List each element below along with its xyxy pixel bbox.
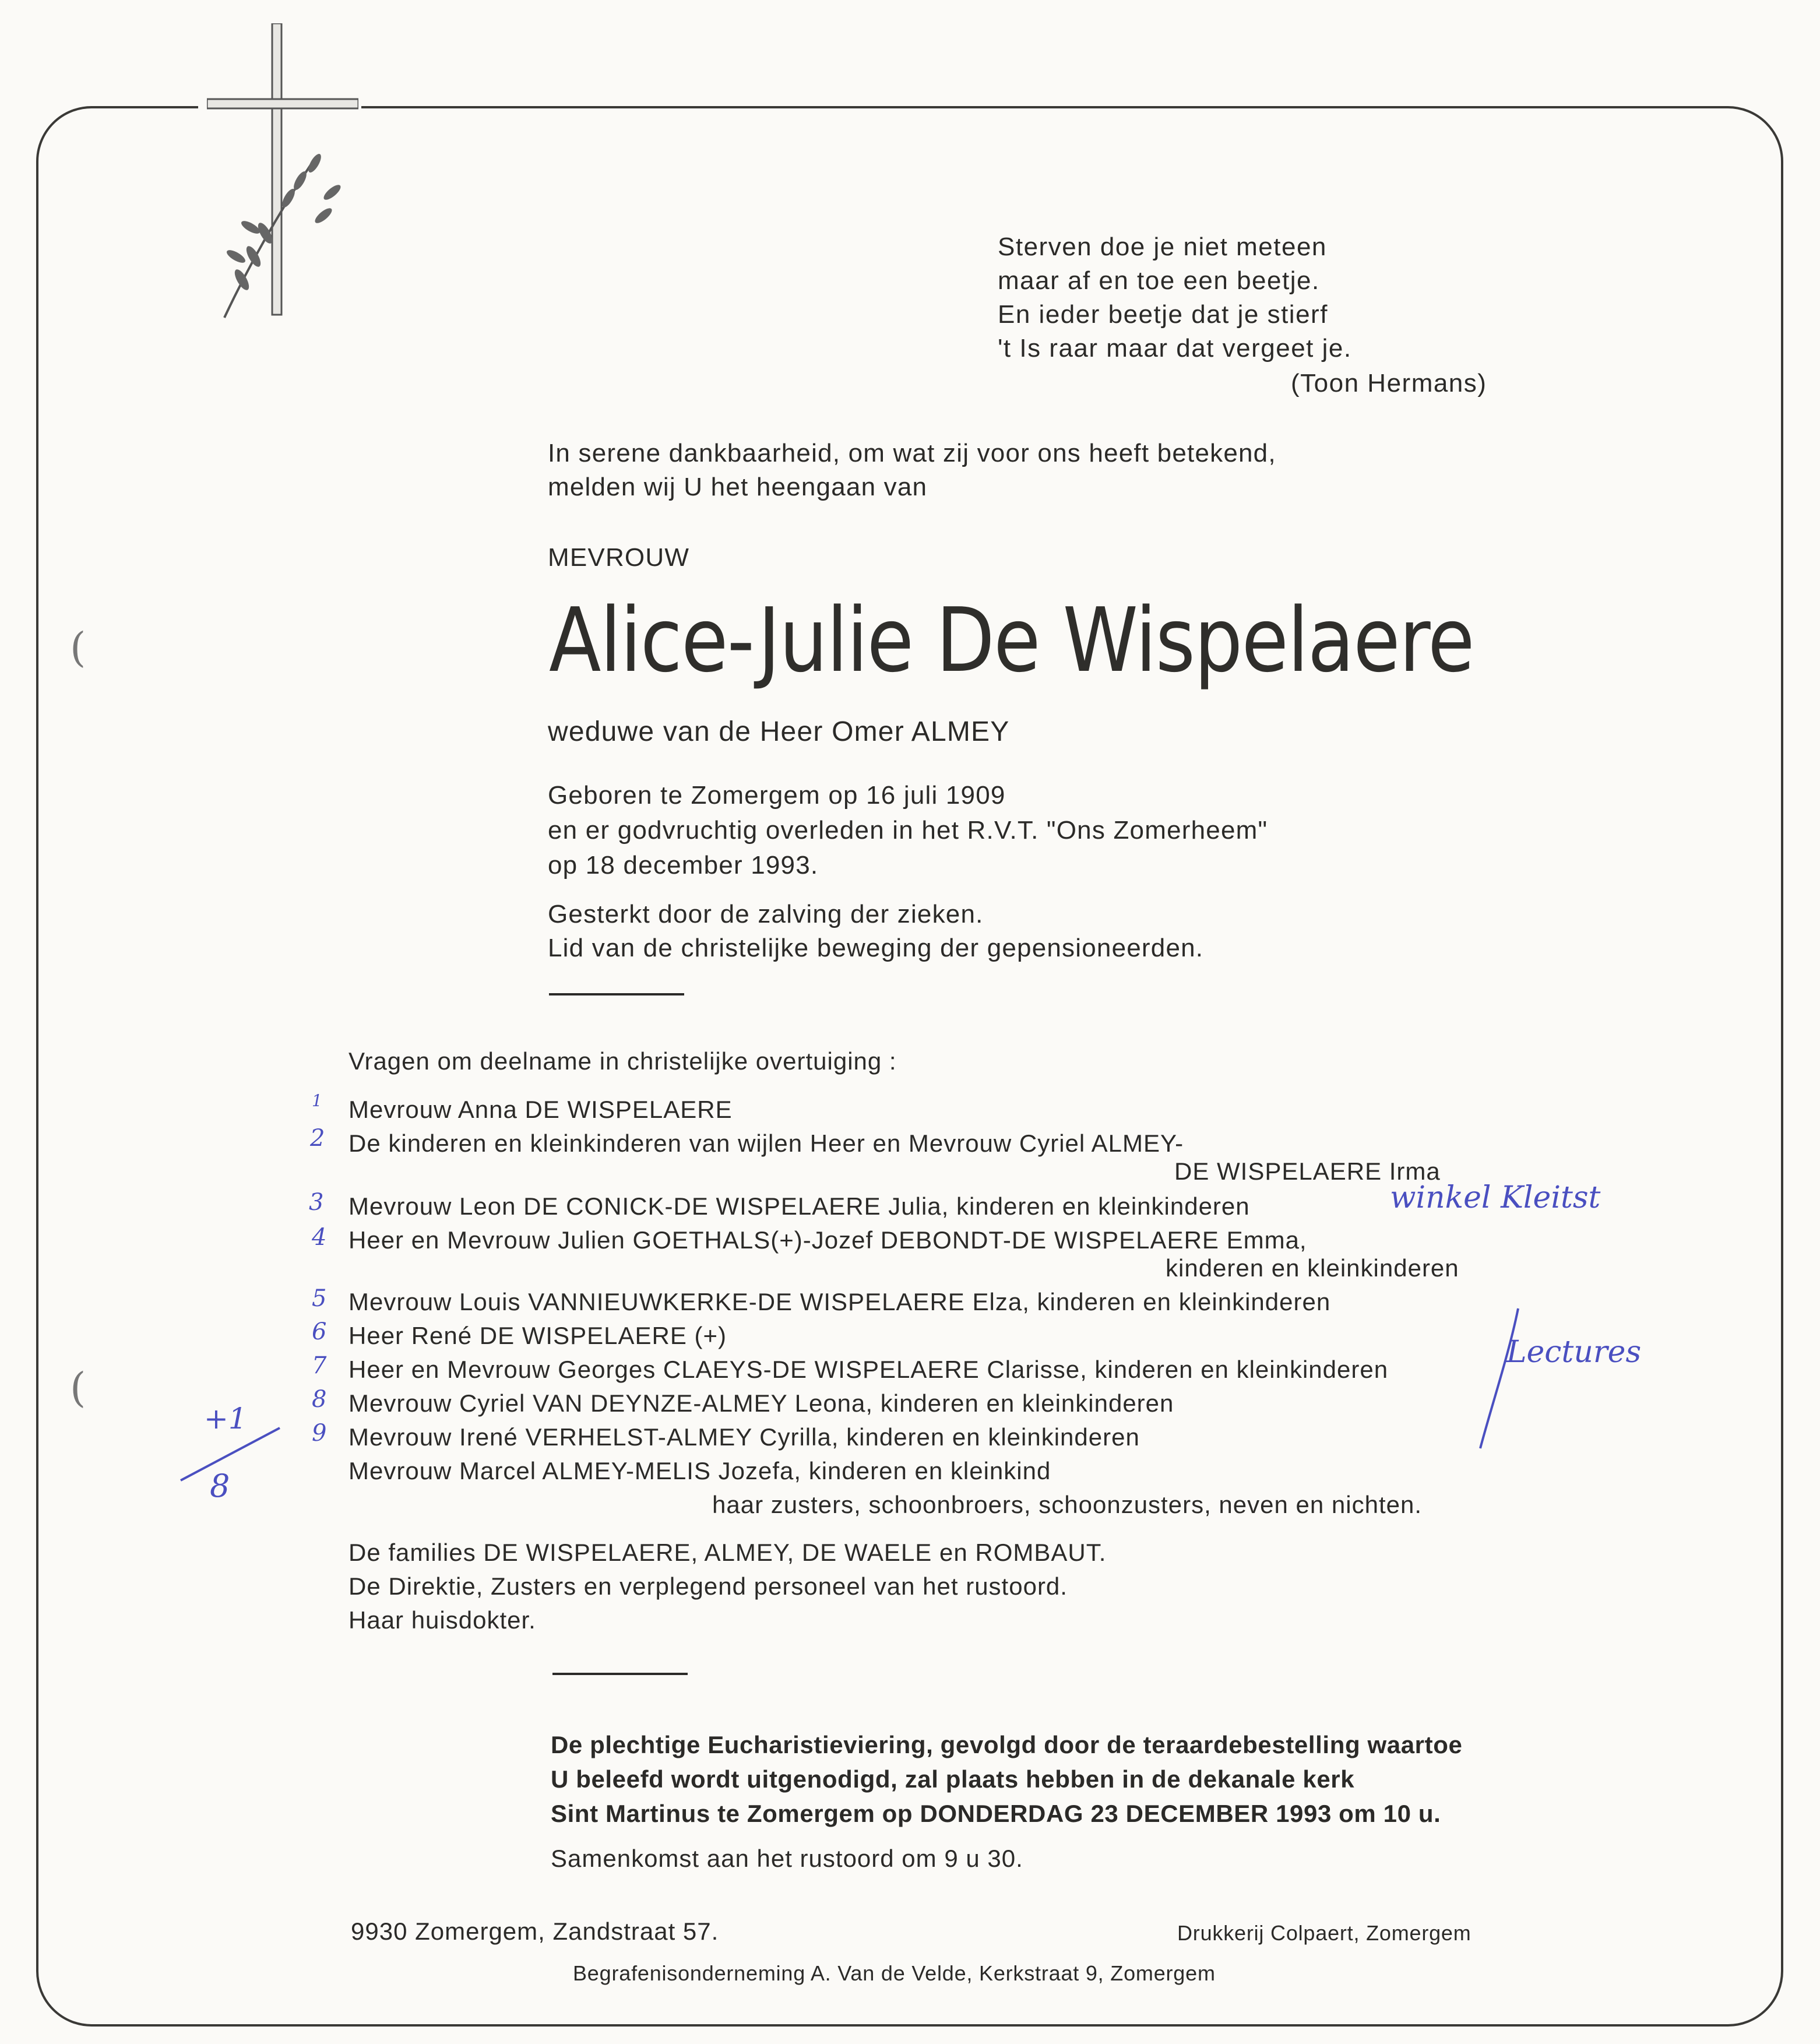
mourners-heading: Vragen om deelname in christelijke overtuiging : xyxy=(348,1047,897,1075)
spouse-line: weduwe van de Heer Omer ALMEY xyxy=(548,716,1010,747)
service-line-3: Sint Martinus te Zomergem op DONDERDAG 23 DECEMBER 1993 om 10 u. xyxy=(551,1800,1441,1827)
mourner-item: Mevrouw Irené VERHELST-ALMEY Cyrilla, kinderen en kleinkinderen xyxy=(348,1423,1140,1451)
deceased-name: Alice-Julie De Wispelaere xyxy=(549,589,1474,692)
born-line: Geboren te Zomergem op 16 juli 1909 xyxy=(548,781,1006,810)
divider-1 xyxy=(549,993,684,995)
handwritten-number: 3 xyxy=(309,1189,324,1216)
handwritten-stroke xyxy=(1474,1306,1527,1451)
mourner-item: De kinderen en kleinkinderen van wijlen Heer en Mevrouw Cyriel ALMEY- xyxy=(348,1130,1184,1157)
poem-line-4: 't Is raar maar dat vergeet je. xyxy=(998,334,1352,363)
mourner-item: Heer René DE WISPELAERE (+) xyxy=(348,1322,727,1349)
mourner-item: Mevrouw Leon DE CONICK-DE WISPELAERE Julia, kinderen en kleinkinderen xyxy=(348,1192,1250,1220)
mourner-item: Mevrouw Louis VANNIEUWKERKE-DE WISPELAERE Elza, kinderen en kleinkinderen xyxy=(348,1288,1331,1315)
title-mevrouw: MEVROUW xyxy=(548,543,690,572)
member-line: Lid van de christelijke beweging der gepensioneerden. xyxy=(548,934,1204,962)
cross-with-branch-icon xyxy=(207,23,358,321)
handwritten-number: 8 xyxy=(312,1386,327,1413)
service-line-2: U beleefd wordt uitgenodigd, zal plaats hebben in de dekanale kerk xyxy=(551,1765,1355,1793)
handwritten-number: 9 xyxy=(312,1420,327,1447)
mourner-item: haar zusters, schoonbroers, schoonzusters, neven en nichten. xyxy=(712,1491,1422,1518)
intro-line-2: melden wij U het heengaan van xyxy=(548,473,928,501)
poem-author: (Toon Hermans) xyxy=(1291,369,1487,397)
mourner-item: DE WISPELAERE Irma xyxy=(1174,1158,1441,1185)
handwritten-number: 1 xyxy=(312,1091,322,1110)
death-date: op 18 december 1993. xyxy=(548,851,819,879)
handwritten-note: winkel Kleitst xyxy=(1390,1180,1601,1215)
sacrament-line: Gesterkt door de zalving der zieken. xyxy=(548,900,984,928)
mourner-item: kinderen en kleinkinderen xyxy=(1166,1254,1459,1282)
handwritten-number: 5 xyxy=(312,1285,327,1312)
died-line: en er godvruchtig overleden in het R.V.T. "Ons Zomerheem" xyxy=(548,816,1268,845)
printer: Drukkerij Colpaert, Zomergem xyxy=(1177,1921,1472,1945)
service-line-1: De plechtige Eucharistieviering, gevolgd door de teraardebestelling waartoe xyxy=(551,1731,1463,1758)
handwritten-side-bottom: 8 xyxy=(210,1468,230,1504)
mourner-item: Heer en Mevrouw Julien GOETHALS(+)-Jozef DEBONDT-DE WISPELAERE Emma, xyxy=(348,1226,1307,1254)
mourner-item: Heer en Mevrouw Georges CLAEYS-DE WISPELAERE Clarisse, kinderen en kleinkinderen xyxy=(348,1356,1389,1383)
gathering-line: Samenkomst aan het rustoord om 9 u 30. xyxy=(551,1845,1023,1872)
handwritten-note: Lectures xyxy=(1506,1335,1642,1370)
handwritten-number: 7 xyxy=(312,1352,327,1379)
handwritten-number: 2 xyxy=(310,1125,325,1152)
direction-line: De Direktie, Zusters en verplegend personeel van het rustoord. xyxy=(348,1572,1068,1600)
intro-line-1: In serene dankbaarheid, om wat zij voor ons heeft betekend, xyxy=(548,439,1276,467)
divider-2 xyxy=(552,1673,688,1675)
doctor-line: Haar huisdokter. xyxy=(348,1606,536,1634)
handwritten-number: 4 xyxy=(312,1224,327,1251)
mourner-item: Mevrouw Cyriel VAN DEYNZE-ALMEY Leona, kinderen en kleinkinderen xyxy=(348,1389,1174,1417)
poem-line-1: Sterven doe je niet meteen xyxy=(998,233,1327,261)
poem-line-3: En ieder beetje dat je stierf xyxy=(998,300,1328,329)
handwritten-slash xyxy=(175,1422,286,1486)
mourner-item: Mevrouw Anna DE WISPELAERE xyxy=(348,1096,733,1123)
poem-line-2: maar af en toe een beetje. xyxy=(998,266,1320,295)
punch-hole-mark: ( xyxy=(70,1364,86,1412)
families-line: De families DE WISPELAERE, ALMEY, DE WAELE en ROMBAUT. xyxy=(348,1539,1107,1566)
handwritten-number: 6 xyxy=(312,1318,327,1345)
undertaker: Begrafenisonderneming A. Van de Velde, Kerkstraat 9, Zomergem xyxy=(573,1961,1216,1985)
address: 9930 Zomergem, Zandstraat 57. xyxy=(351,1918,719,1945)
punch-hole-mark: ( xyxy=(70,624,86,671)
handwritten-side-top: +1 xyxy=(204,1402,247,1436)
mourner-item: Mevrouw Marcel ALMEY-MELIS Jozefa, kinderen en kleinkind xyxy=(348,1457,1051,1484)
